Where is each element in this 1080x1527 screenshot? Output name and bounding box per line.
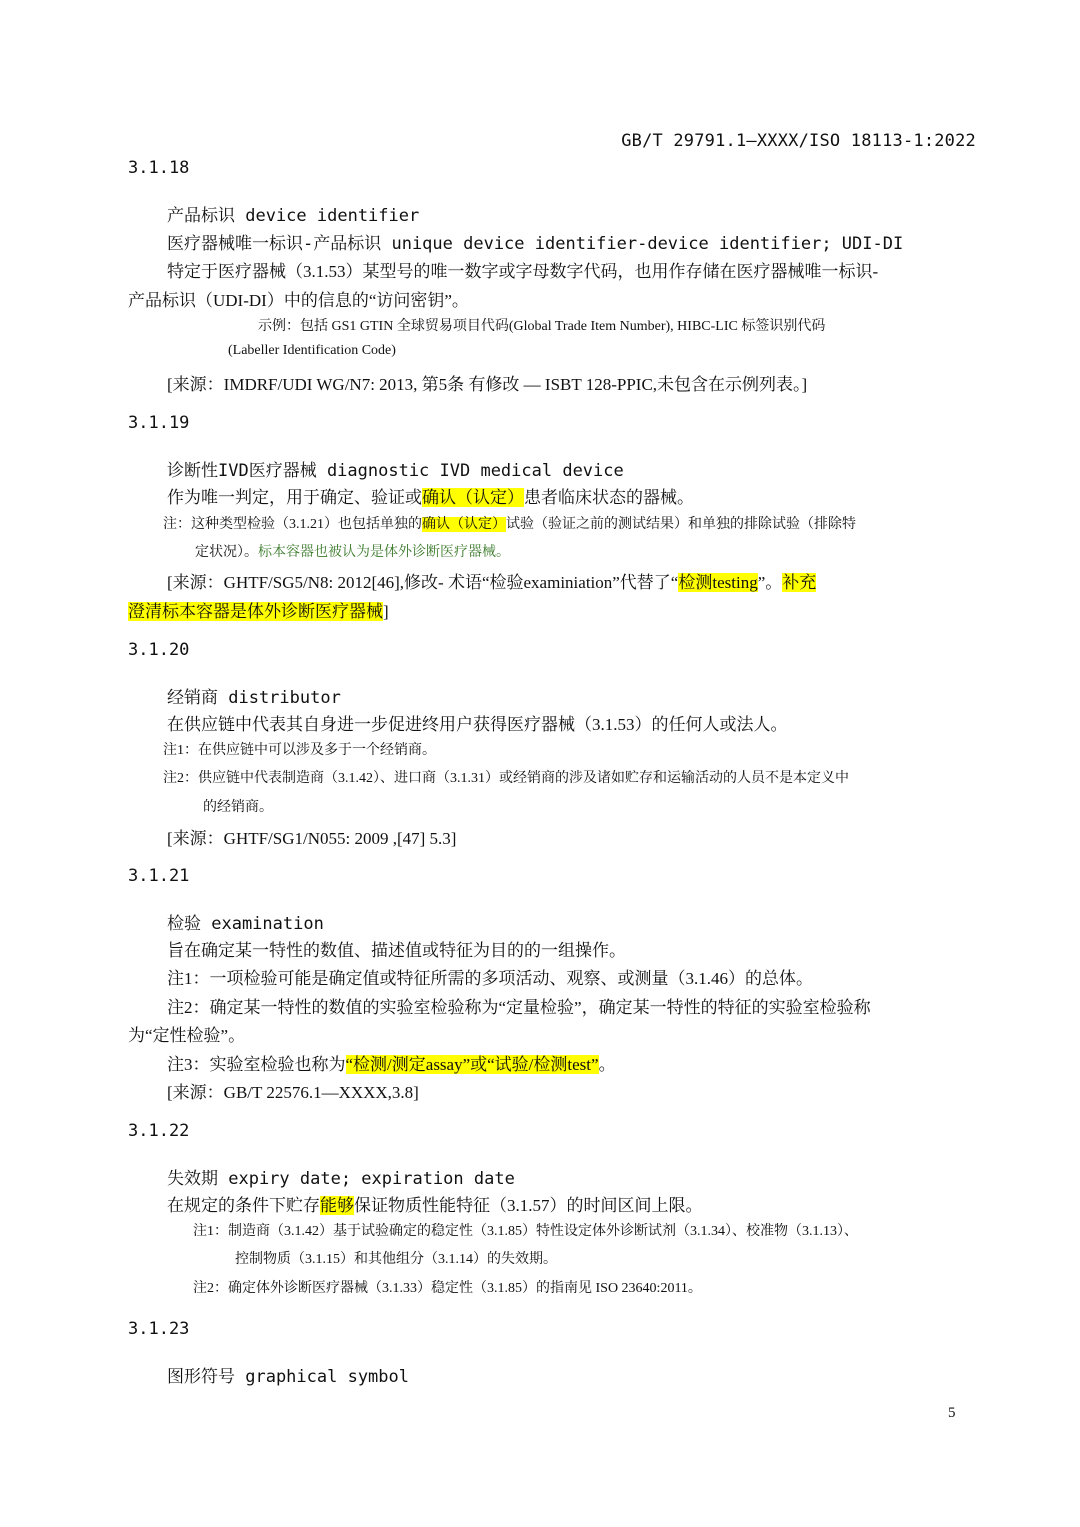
example-line: 示例：包括 GS1 GTIN 全球贸易项目代码(Global Trade Item Number), HIBC-LIC 标签识别代码 (258, 319, 826, 334)
note-line: 控制物质（3.1.15）和其他组分（3.1.14）的失效期。 (235, 1252, 557, 1267)
clause-number-3-1-18: 3.1.18 (128, 158, 190, 178)
note-line: 注1：制造商（3.1.42）基于试验确定的稳定性（3.1.85）特性设定体外诊断试剂（3.1.34）、校准物（3.1.13）、 (193, 1224, 858, 1239)
note-line (167, 1050, 1080, 1075)
source-citation: [来源：GB/T 22576.1—XXXX,3.8] (167, 1083, 419, 1102)
highlighted-text: 澄清标本容器是体外诊断医疗器械 (128, 602, 383, 621)
example-line: (Labeller Identification Code) (228, 343, 396, 358)
text-run: 注3：实验室检验也称为 (167, 1055, 346, 1074)
term-diagnostic-ivd: 诊断性IVD医疗器械 diagnostic IVD medical device (167, 461, 624, 481)
note-line: 为“定性检验”。 (128, 1026, 246, 1045)
text-run: 试验（验证之前的测试结果）和单独的排除试验（排除特 (506, 517, 856, 532)
highlighted-text: 补充 (782, 573, 817, 592)
source-citation-cont (128, 597, 1080, 622)
page-number: 5 (948, 1405, 956, 1421)
definition-line: 在供应链中代表其自身进一步促进终用户获得医疗器械（3.1.53）的任何人或法人。 (167, 715, 788, 734)
text-run: 在规定的条件下贮存 (167, 1196, 320, 1215)
term-graphical-symbol: 图形符号 graphical symbol (167, 1367, 409, 1387)
definition-line (167, 1191, 1080, 1216)
term-expiry-date: 失效期 expiry date; expiration date (167, 1169, 515, 1189)
text-run: [来源：GHTF/SG5/N8: 2012[46],修改- 术语“检验examiniation”代替了“ (167, 573, 679, 592)
inserted-text: 标本容器也被认为是体外诊断医疗器械。 (258, 545, 510, 560)
note-line: 注2：确定体外诊断医疗器械（3.1.33）稳定性（3.1.85）的指南见 ISO 23640:2011。 (193, 1281, 702, 1296)
note-line: 的经销商。 (203, 800, 273, 815)
clause-number-3-1-21: 3.1.21 (128, 866, 190, 886)
clause-number-3-1-22: 3.1.22 (128, 1121, 190, 1141)
term-distributor: 经销商 distributor (167, 688, 341, 708)
note-line: 注2：确定某一特性的数值的实验室检验称为“定量检验”，确定某一特性的特征的实验室检验称 (167, 998, 871, 1017)
highlighted-text: 确认（认定） (422, 488, 524, 507)
definition-line: 产品标识（UDI-DI）中的信息的“访问密钥”。 (128, 291, 469, 310)
term-udi-di: 医疗器械唯一标识-产品标识 unique device identifier-device identifier; UDI-DI (167, 234, 904, 254)
highlighted-text: 确认（认定） (422, 517, 506, 532)
source-citation: [来源：IMDRF/UDI WG/N7: 2013, 第5条 有修改 — ISBT 128-PPIC,未包含在示例列表。] (167, 375, 808, 394)
definition-line (167, 483, 1080, 508)
text-run: 患者临床状态的器械。 (524, 488, 694, 507)
note-line (195, 541, 1080, 561)
highlighted-text: “检测/测定assay”或“试验/检测test” (345, 1055, 599, 1074)
text-run: 作为唯一判定，用于确定、验证或 (167, 488, 422, 507)
clause-number-3-1-19: 3.1.19 (128, 413, 190, 433)
note-line: 注1：一项检验可能是确定值或特征所需的多项活动、观察、或测量（3.1.46）的总体。 (167, 969, 813, 988)
note-line: 注2：供应链中代表制造商（3.1.42）、进口商（3.1.31）或经销商的涉及诸如贮存和运输活动的人员不是本定义中 (163, 771, 849, 786)
definition-line: 旨在确定某一特性的数值、描述值或特征为目的的一组操作。 (167, 941, 626, 960)
clause-number-3-1-20: 3.1.20 (128, 640, 190, 660)
definition-line: 特定于医疗器械（3.1.53）某型号的唯一数字或字母数字代码，也用作存储在医疗器械唯一标识- (167, 262, 879, 281)
clause-number-3-1-23: 3.1.23 (128, 1319, 190, 1339)
note-line (163, 513, 1080, 533)
text-run: 保证物质性能特征（3.1.57）的时间区间上限。 (354, 1196, 703, 1215)
text-run: 定状况）。 (195, 545, 258, 560)
text-run: 。 (598, 1055, 616, 1074)
highlighted-text: 检测testing (678, 573, 758, 592)
text-run: ] (383, 602, 389, 621)
source-citation (167, 568, 1080, 593)
highlighted-text: 能够 (320, 1196, 354, 1215)
term-examination: 检验 examination (167, 914, 324, 934)
note-line: 注1：在供应链中可以涉及多于一个经销商。 (163, 743, 436, 758)
standard-header: GB/T 29791.1—XXXX/ISO 18113-1:2022 (621, 131, 976, 151)
source-citation: [来源：GHTF/SG1/N055: 2009 ,[47] 5.3] (167, 829, 457, 848)
term-device-identifier: 产品标识 device identifier (167, 206, 420, 226)
text-run: ”。 (757, 573, 783, 592)
text-run: 注：这种类型检验（3.1.21）也包括单独的 (163, 517, 422, 532)
